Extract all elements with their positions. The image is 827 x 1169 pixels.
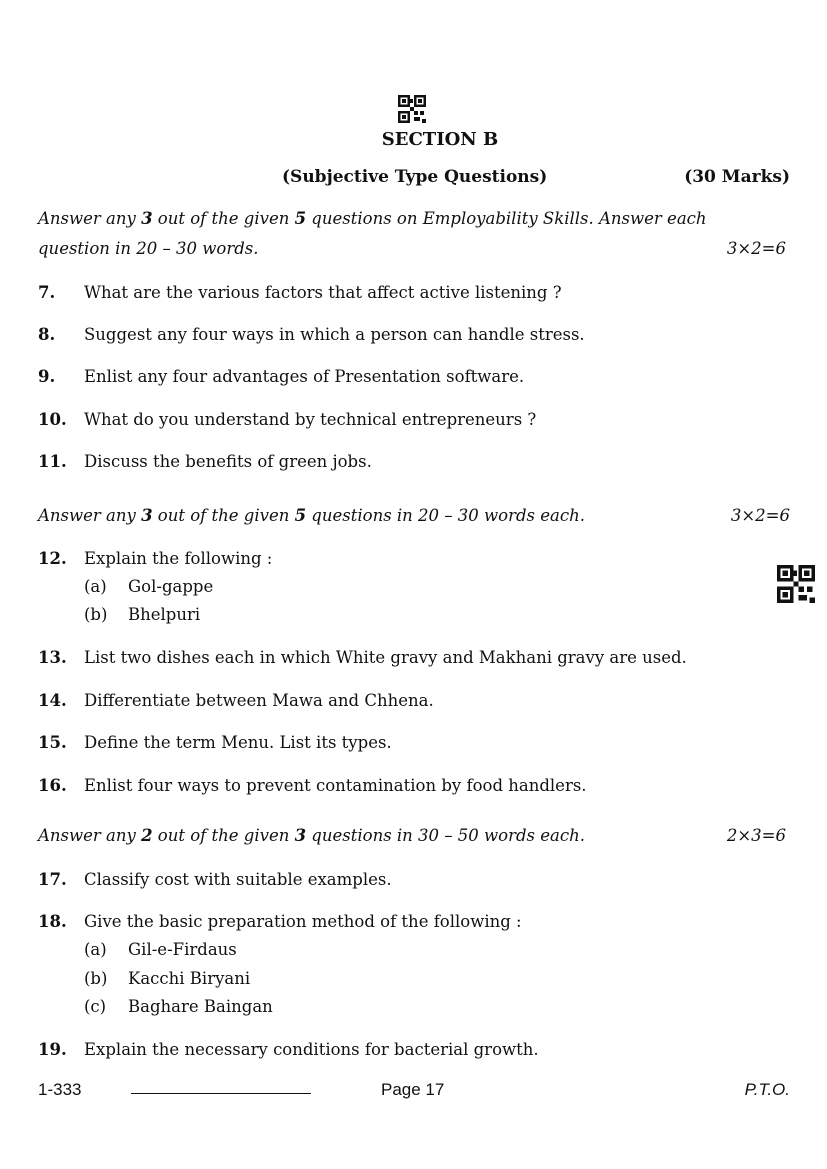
qr-code-icon: [398, 95, 426, 123]
marks-scheme: 3×2=6: [726, 239, 786, 258]
page-number: Page 17: [381, 1080, 445, 1099]
pto-label: P.T.O.: [744, 1080, 790, 1099]
marks-scheme: 3×2=6: [730, 506, 790, 525]
footer-divider: [131, 1093, 311, 1094]
instruction-block: Answer any 3 out of the given 5 questions on Employability Skills. Answer each question in 20 – 30 words. 3×2=6: [38, 204, 790, 264]
instruction-block: Answer any 2 out of the given 3 questions in 30 – 50 words each. 2×3=6: [38, 821, 790, 851]
section-title: SECTION B: [381, 129, 499, 150]
qr-code-icon: [777, 565, 815, 603]
marks-scheme: 2×3=6: [726, 826, 786, 845]
section-marks: (30 Marks): [684, 167, 790, 187]
section-subtitle: (Subjective Type Questions): [282, 167, 548, 187]
instruction-block: Answer any 3 out of the given 5 questions in 20 – 30 words each. 3×2=6: [38, 501, 790, 531]
paper-code: 1-333: [38, 1080, 82, 1099]
